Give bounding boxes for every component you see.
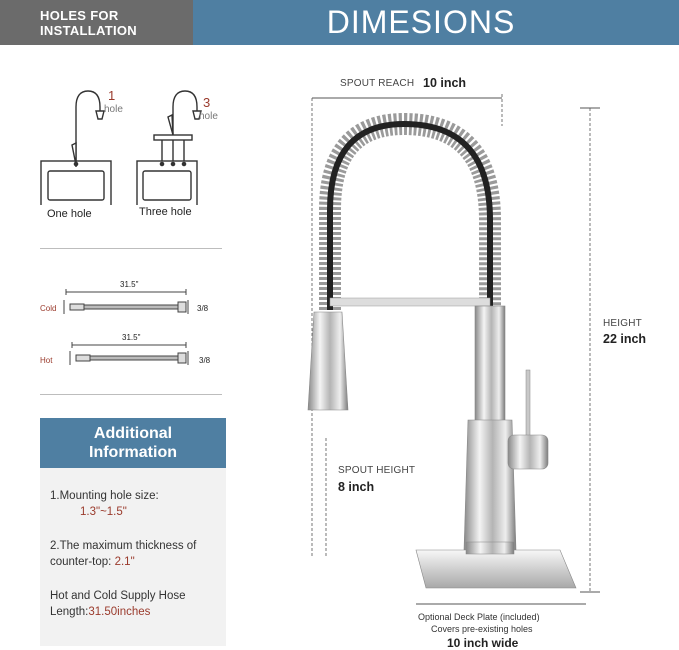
deck-plate-note-line2: Covers pre-existing holes	[431, 624, 533, 634]
info-item1-value: 1.3"~1.5"	[80, 506, 127, 518]
handle-lever-icon	[526, 370, 530, 440]
hot-hose-length: 31.5"	[122, 333, 141, 342]
dimension-lines	[312, 94, 590, 592]
three-hole-sink-icon	[137, 161, 197, 205]
three-hole-caption: Three hole	[139, 206, 192, 218]
one-hole-sink-icon	[41, 161, 111, 205]
height-value: 22 inch	[603, 332, 647, 346]
faucet-neck-icon	[475, 306, 505, 426]
one-hole-unit: hole	[104, 104, 123, 115]
spray-head-icon	[308, 312, 348, 410]
additional-info-title-line1: Additional	[93, 425, 173, 442]
info-item3-line1: Hot and Cold Supply Hose	[50, 590, 186, 602]
spout-height-label: SPOUT HEIGHT	[338, 465, 416, 476]
dimension-arrows	[312, 98, 600, 604]
hot-hose-icon	[70, 342, 188, 365]
info-item3-line2	[50, 604, 150, 620]
info-item1-label: 1.Mounting hole size:	[50, 490, 159, 502]
cold-hose-length: 31.5"	[120, 280, 139, 289]
info-item2-line1: 2.The maximum thickness of	[50, 540, 197, 552]
deck-plate-note-line1: Optional Deck Plate (included)	[418, 612, 540, 622]
one-hole-caption: One hole	[47, 208, 92, 220]
cold-hose-icon	[64, 289, 188, 314]
deck-plate-icon	[416, 550, 576, 588]
additional-info-box	[40, 418, 226, 646]
info-item3-value: 31.50inches	[88, 606, 151, 618]
handle-base-icon	[508, 435, 548, 469]
three-hole-number: 3	[203, 95, 211, 110]
hot-hose-size: 3/8	[199, 356, 211, 365]
spout-reach-label: SPOUT REACH	[340, 78, 415, 89]
holes-header	[0, 0, 193, 45]
section-divider-2	[40, 394, 222, 395]
spout-arm-icon	[330, 298, 490, 306]
three-hole-unit: hole	[199, 111, 218, 122]
deck-plate-width: 10 inch wide	[447, 636, 519, 650]
cold-hose-size: 3/8	[197, 304, 209, 313]
holes-header-line1: HOLES FOR	[40, 7, 119, 23]
one-hole-faucet-icon	[72, 91, 104, 167]
info-item2-prefix: counter-top:	[50, 556, 115, 568]
faucet-drawing	[290, 80, 620, 620]
height-label: HEIGHT	[603, 318, 642, 329]
faucet-base-icon	[466, 542, 514, 554]
spout-height-value: 8 inch	[338, 480, 375, 494]
holes-header-line2: INSTALLATION	[40, 22, 137, 38]
hose-diagrams	[62, 284, 196, 370]
spout-reach-value: 10 inch	[423, 76, 467, 90]
info-item2-line2	[50, 554, 135, 570]
spring-coil-icon	[330, 124, 490, 320]
three-hole-faucet-icon	[154, 91, 201, 161]
hot-hose-label: Hot	[40, 356, 53, 365]
one-hole-number: 1	[108, 88, 116, 103]
cold-hose-label: Cold	[40, 304, 57, 313]
additional-info-title-line2: Information	[89, 444, 177, 461]
dimensions-header: DIMESIONS	[193, 0, 679, 45]
section-divider	[40, 248, 222, 249]
info-item3-prefix: Length:	[50, 606, 89, 618]
info-item2-value: 2.1"	[114, 556, 135, 568]
additional-info-header	[40, 418, 226, 468]
